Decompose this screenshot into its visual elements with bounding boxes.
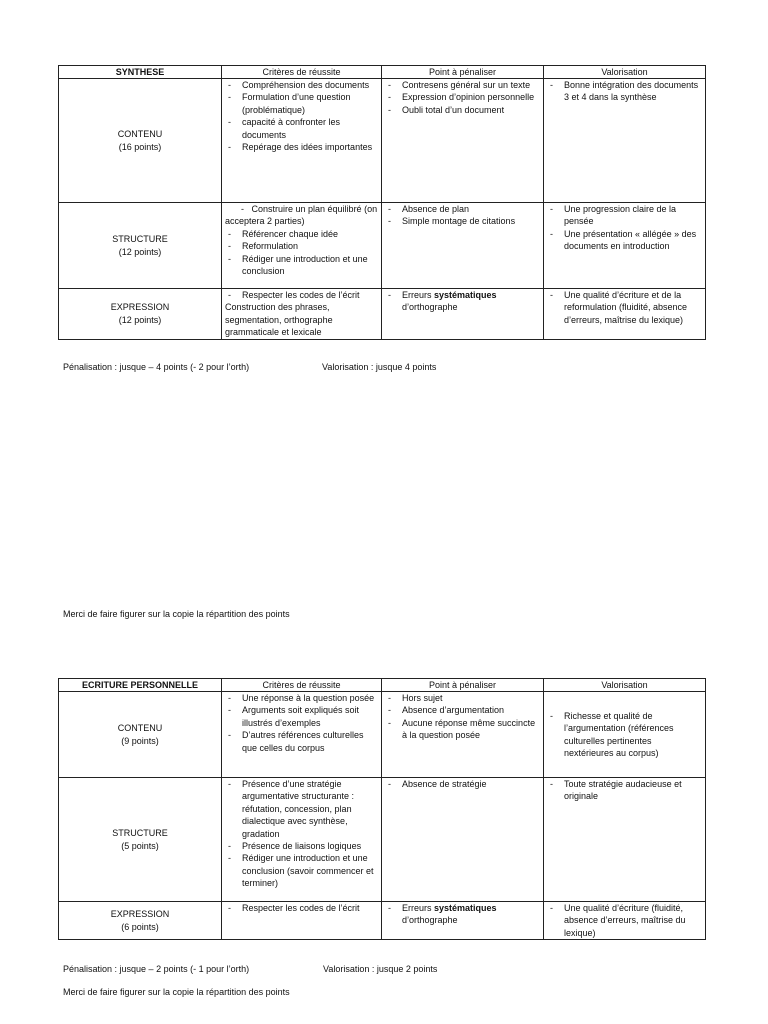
table-row — [59, 902, 706, 940]
list-item: Construction des phrases, segmentation, orthographe grammaticale et lexicale — [225, 302, 333, 338]
penalisation-text: Pénalisation : jusque – 4 points (- 2 pour l’orth) — [63, 362, 250, 372]
header-penaliser: Point à pénaliser — [382, 66, 544, 79]
list-item: - Une réponse à la question posée — [225, 692, 378, 704]
list-item: - Rédiger une introduction et une conclusion (savoir commencer et terminer) — [225, 852, 378, 889]
list-item: - Présence d’une stratégie argumentative structurante : réfutation, concession, plan dialectique avec synthèse, gradation — [225, 778, 378, 840]
row-title: STRUCTURE — [112, 828, 168, 839]
row-label — [59, 778, 222, 902]
list-item: - Contresens général sur un texte — [385, 79, 540, 91]
list-item: - D’autres références culturelles que celles du corpus — [225, 729, 378, 754]
row-title: EXPRESSION — [110, 302, 170, 313]
list-item: - capacité à confronter les documents — [225, 116, 378, 141]
list-item: - Richesse et qualité de l’argumentation (références culturelles pertinentes nextérieures au corpus) — [547, 710, 702, 760]
row-points: (9 points) — [121, 735, 159, 746]
row-points: (6 points) — [121, 921, 159, 932]
row-points: (12 points) — [118, 246, 162, 257]
header-valorisation: Valorisation — [544, 679, 706, 692]
list-item: - Construire un plan équilibré (on acceptera 2 parties) — [225, 204, 378, 227]
note-text-1: Merci de faire figurer sur la copie la répartition des points — [63, 609, 290, 619]
list-item: - Respecter les codes de l’écrit — [225, 902, 378, 914]
row-title: STRUCTURE — [112, 234, 168, 245]
row-label — [59, 203, 222, 289]
list-item: - Aucune réponse même succincte à la question posée — [385, 717, 540, 742]
list-item: - Oubli total d’un document — [385, 104, 540, 116]
row-label — [59, 289, 222, 340]
valorisation-cell — [544, 692, 706, 778]
valorisation-text: Valorisation : jusque 4 points — [322, 362, 437, 372]
header-criteres: Critères de réussite — [222, 66, 382, 79]
valorisation-cell — [544, 902, 706, 940]
list-item: - Arguments soit expliqués soit illustrés d’exemples — [225, 704, 378, 729]
criteres-cell — [222, 778, 382, 902]
list-item: - Une qualité d’écriture et de la reformulation (fluidité, absence d’erreurs, maîtrise du lexique) — [547, 289, 702, 326]
list-item: - Erreurs systématiques d’orthographe — [385, 902, 540, 927]
list-item: - Repérage des idées importantes — [225, 141, 378, 153]
table-row — [59, 692, 706, 778]
table-row — [59, 778, 706, 902]
list-item: - Erreurs systématiques d’orthographe — [385, 289, 540, 314]
list-item: - Toute stratégie audacieuse et originale — [547, 778, 702, 803]
valorisation-cell — [544, 289, 706, 340]
list-item: - Reformulation — [225, 240, 378, 252]
penalisation-text: Pénalisation : jusque – 2 points (- 1 pour l’orth) — [63, 964, 250, 974]
list-item: - Une progression claire de la pensée — [547, 203, 702, 228]
valorisation-cell — [544, 203, 706, 289]
penaliser-cell — [382, 778, 544, 902]
table-row — [59, 289, 706, 340]
list-item: - Respecter les codes de l’écrit — [225, 289, 378, 301]
criteres-cell — [222, 203, 382, 289]
list-item: - Expression d’opinion personnelle — [385, 91, 540, 103]
table-header-row — [59, 66, 706, 79]
header-valorisation: Valorisation — [544, 66, 706, 79]
row-label — [59, 692, 222, 778]
row-title: CONTENU — [117, 129, 163, 140]
criteres-cell — [222, 79, 382, 203]
penaliser-cell — [382, 692, 544, 778]
list-item: - Présence de liaisons logiques — [225, 840, 378, 852]
row-points: (12 points) — [118, 314, 162, 325]
table-header-row — [59, 679, 706, 692]
list-item: - Absence d’argumentation — [385, 704, 540, 716]
list-item: - Référencer chaque idée — [225, 228, 378, 240]
scoring-line-2 — [63, 963, 438, 975]
row-label — [59, 902, 222, 940]
header-criteres: Critères de réussite — [222, 679, 382, 692]
row-points: (5 points) — [121, 840, 159, 851]
list-item: - Bonne intégration des documents 3 et 4 dans la synthèse — [547, 79, 702, 104]
list-item: - Absence de plan — [385, 203, 540, 215]
list-item: - Une qualité d’écriture (fluidité, absence d’erreurs, maîtrise du lexique) — [547, 902, 702, 939]
valorisation-cell — [544, 79, 706, 203]
row-title: CONTENU — [117, 723, 163, 734]
synthese-table — [58, 65, 706, 340]
criteres-cell — [222, 902, 382, 940]
list-item: - Rédiger une introduction et une conclusion — [225, 253, 378, 278]
row-points: (16 points) — [118, 141, 162, 152]
list-item: - Hors sujet — [385, 692, 540, 704]
penaliser-cell — [382, 203, 544, 289]
penaliser-cell — [382, 79, 544, 203]
note-text-2: Merci de faire figurer sur la copie la répartition des points — [63, 987, 290, 997]
header-section: ECRITURE PERSONNELLE — [59, 679, 222, 692]
penaliser-cell — [382, 289, 544, 340]
list-item: - Formulation d’une question (problématique) — [225, 91, 378, 116]
row-title: EXPRESSION — [110, 909, 170, 920]
table-row — [59, 79, 706, 203]
table-row — [59, 203, 706, 289]
list-item: - Compréhension des documents — [225, 79, 378, 91]
scoring-line-1 — [63, 361, 437, 373]
criteres-cell — [222, 692, 382, 778]
row-label — [59, 79, 222, 203]
list-item: - Simple montage de citations — [385, 215, 540, 227]
criteres-cell — [222, 289, 382, 340]
ecriture-personnelle-table — [58, 678, 706, 940]
list-item: - Absence de stratégie — [385, 778, 540, 790]
valorisation-text: Valorisation : jusque 2 points — [323, 964, 438, 974]
penaliser-cell — [382, 902, 544, 940]
header-section: SYNTHESE — [59, 66, 222, 79]
valorisation-cell — [544, 778, 706, 902]
list-item: - Une présentation « allégée » des documents en introduction — [547, 228, 702, 253]
header-penaliser: Point à pénaliser — [382, 679, 544, 692]
